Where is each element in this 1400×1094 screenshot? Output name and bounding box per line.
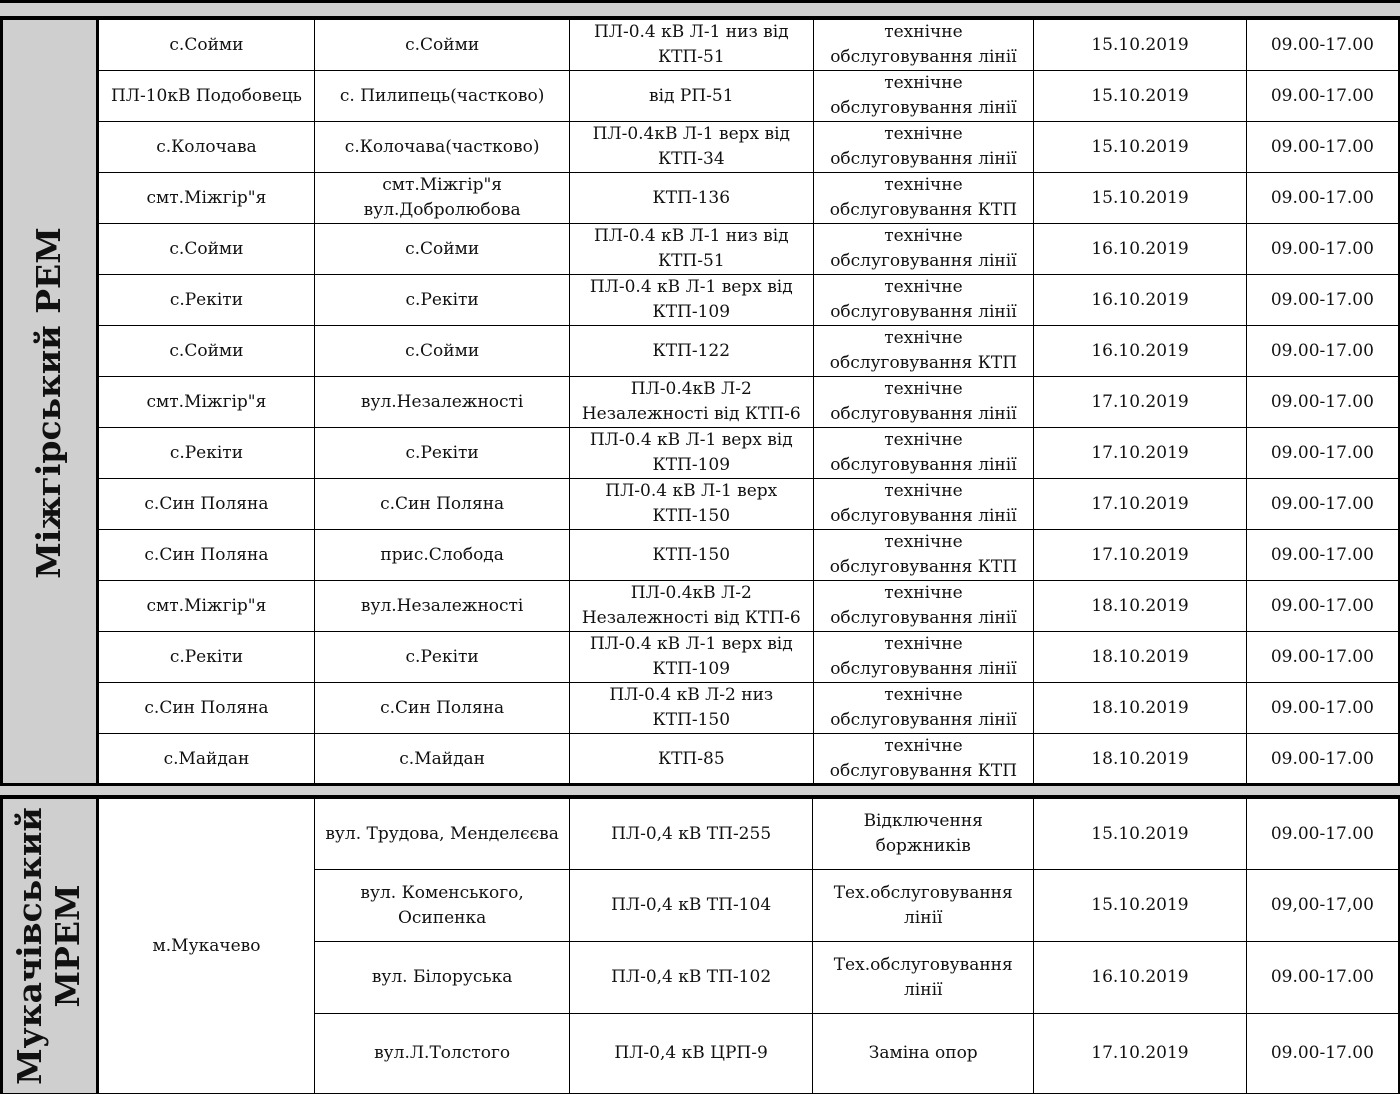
- street-cell: с.Син Поляна: [315, 479, 570, 530]
- date-cell: 16.10.2019: [1034, 275, 1247, 326]
- table-row: [2, 224, 1400, 275]
- date-cell: 18.10.2019: [1034, 632, 1247, 683]
- time-cell: 09.00-17.00: [1246, 71, 1399, 122]
- settlement-cell: смт.Міжгір"я: [97, 377, 315, 428]
- work-type-cell: Заміна опор: [813, 1014, 1034, 1094]
- power-line-cell: КТП-150: [570, 530, 814, 581]
- street-cell: с.Колочава(частково): [315, 122, 570, 173]
- power-line-cell: КТП-136: [570, 173, 814, 224]
- street-cell: вул. Білоруська: [315, 942, 570, 1014]
- table-row: [2, 479, 1400, 530]
- street-cell: с.Майдан: [315, 734, 570, 786]
- power-line-cell: від РП-51: [570, 71, 814, 122]
- settlement-cell: с.Сойми: [97, 20, 315, 71]
- date-cell: 17.10.2019: [1034, 479, 1247, 530]
- time-cell: 09.00-17.00: [1246, 173, 1399, 224]
- power-line-cell: ПЛ-0.4 кВ Л-2 низ КТП-150: [570, 683, 814, 734]
- power-line-cell: ПЛ-0,4 кВ ТП-104: [569, 870, 812, 942]
- work-type-cell: технічне обслуговування лінії: [813, 428, 1034, 479]
- power-line-cell: ПЛ-0.4 кВ Л-1 верх від КТП-109: [570, 632, 814, 683]
- work-type-cell: технічне обслуговування КТП: [813, 173, 1034, 224]
- settlement-cell: смт.Міжгір"я: [97, 173, 315, 224]
- region-cell: [2, 20, 98, 786]
- time-cell: 09,00-17,00: [1246, 870, 1399, 942]
- settlement-cell: м.Мукачево: [97, 799, 315, 1094]
- power-line-cell: ПЛ-0.4 кВ Л-1 верх КТП-150: [570, 479, 814, 530]
- time-cell: 09.00-17.00: [1246, 942, 1399, 1014]
- section-separator: [0, 783, 1400, 798]
- date-cell: 16.10.2019: [1034, 224, 1247, 275]
- date-cell: 18.10.2019: [1034, 683, 1247, 734]
- street-cell: с.Рекіти: [315, 428, 570, 479]
- work-type-cell: технічне обслуговування КТП: [813, 326, 1034, 377]
- power-line-cell: ПЛ-0,4 кВ ТП-102: [569, 942, 812, 1014]
- time-cell: 09.00-17.00: [1246, 275, 1399, 326]
- power-line-cell: ПЛ-0.4кВ Л-2 Незалежності від КТП-6: [570, 377, 814, 428]
- work-type-cell: технічне обслуговування КТП: [813, 734, 1034, 786]
- power-line-cell: ПЛ-0.4 кВ Л-1 низ від КТП-51: [570, 224, 814, 275]
- table-row: [2, 632, 1400, 683]
- table-row: [2, 20, 1400, 71]
- settlement-cell: с.Син Поляна: [97, 683, 315, 734]
- time-cell: 09.00-17.00: [1246, 683, 1399, 734]
- settlement-cell: с.Сойми: [97, 326, 315, 377]
- street-cell: вул. Трудова, Менделєєва: [315, 799, 570, 870]
- time-cell: 09.00-17.00: [1246, 799, 1399, 870]
- settlement-cell: с.Майдан: [97, 734, 315, 786]
- table-row: [2, 377, 1400, 428]
- time-cell: 09.00-17.00: [1246, 20, 1399, 71]
- header-band: [0, 0, 1400, 19]
- table-row: [2, 530, 1400, 581]
- street-cell: с.Сойми: [315, 20, 570, 71]
- work-type-cell: технічне обслуговування КТП: [813, 530, 1034, 581]
- work-type-cell: технічне обслуговування лінії: [813, 632, 1034, 683]
- schedule-table-mukachivskyi: [0, 798, 1400, 1094]
- work-type-cell: технічне обслуговування лінії: [813, 377, 1034, 428]
- street-cell: с. Пилипець(частково): [315, 71, 570, 122]
- region-label: Міжгірський РЕМ: [29, 226, 69, 579]
- date-cell: 16.10.2019: [1034, 326, 1247, 377]
- date-cell: 17.10.2019: [1034, 1014, 1247, 1094]
- street-cell: вул.Незалежності: [315, 377, 570, 428]
- power-line-cell: ПЛ-0.4 кВ Л-1 низ від КТП-51: [570, 20, 814, 71]
- date-cell: 17.10.2019: [1034, 377, 1247, 428]
- settlement-cell: с.Син Поляна: [97, 479, 315, 530]
- table-row: [2, 683, 1400, 734]
- work-type-cell: технічне обслуговування лінії: [813, 20, 1034, 71]
- time-cell: 09.00-17.00: [1246, 122, 1399, 173]
- table-row: [2, 71, 1400, 122]
- settlement-cell: с.Рекіти: [97, 632, 315, 683]
- date-cell: 16.10.2019: [1034, 942, 1247, 1014]
- street-cell: с.Рекіти: [315, 275, 570, 326]
- date-cell: 18.10.2019: [1034, 734, 1247, 786]
- table-row: [2, 799, 1400, 870]
- street-cell: с.Сойми: [315, 224, 570, 275]
- street-cell: с.Сойми: [315, 326, 570, 377]
- time-cell: 09.00-17.00: [1246, 377, 1399, 428]
- time-cell: 09.00-17.00: [1246, 326, 1399, 377]
- time-cell: 09.00-17.00: [1246, 581, 1399, 632]
- date-cell: 17.10.2019: [1034, 428, 1247, 479]
- time-cell: 09.00-17.00: [1246, 632, 1399, 683]
- power-line-cell: ПЛ-0,4 кВ ТП-255: [569, 799, 812, 870]
- date-cell: 15.10.2019: [1034, 122, 1247, 173]
- time-cell: 09.00-17.00: [1246, 530, 1399, 581]
- schedule-table-mizhhirskyi: [0, 19, 1400, 787]
- street-cell: с.Син Поляна: [315, 683, 570, 734]
- power-line-cell: ПЛ-0,4 кВ ЦРП-9: [569, 1014, 812, 1094]
- work-type-cell: технічне обслуговування лінії: [813, 581, 1034, 632]
- power-line-cell: ПЛ-0.4 кВ Л-1 верх від КТП-109: [570, 275, 814, 326]
- power-line-cell: ПЛ-0.4кВ Л-1 верх від КТП-34: [570, 122, 814, 173]
- settlement-cell: с.Син Поляна: [97, 530, 315, 581]
- table-row: [2, 581, 1400, 632]
- table-row: [2, 326, 1400, 377]
- street-cell: вул.Л.Толстого: [315, 1014, 570, 1094]
- date-cell: 18.10.2019: [1034, 581, 1247, 632]
- table-row: [2, 734, 1400, 786]
- power-line-cell: КТП-85: [570, 734, 814, 786]
- time-cell: 09.00-17.00: [1246, 734, 1399, 786]
- table-row: [2, 173, 1400, 224]
- date-cell: 15.10.2019: [1034, 799, 1247, 870]
- time-cell: 09.00-17.00: [1246, 224, 1399, 275]
- power-line-cell: КТП-122: [570, 326, 814, 377]
- work-type-cell: технічне обслуговування лінії: [813, 224, 1034, 275]
- date-cell: 15.10.2019: [1034, 71, 1247, 122]
- power-line-cell: ПЛ-0.4кВ Л-2 Незалежності від КТП-6: [570, 581, 814, 632]
- work-type-cell: технічне обслуговування лінії: [813, 479, 1034, 530]
- work-type-cell: Відключення боржників: [813, 799, 1034, 870]
- date-cell: 15.10.2019: [1034, 173, 1247, 224]
- street-cell: смт.Міжгір"я вул.Добролюбова: [315, 173, 570, 224]
- region-label: Мукачівський МРЕМ: [10, 807, 88, 1085]
- work-type-cell: технічне обслуговування лінії: [813, 122, 1034, 173]
- street-cell: вул.Незалежності: [315, 581, 570, 632]
- time-cell: 09.00-17.00: [1246, 428, 1399, 479]
- settlement-cell: с.Сойми: [97, 224, 315, 275]
- street-cell: прис.Слобода: [315, 530, 570, 581]
- table-row: [2, 275, 1400, 326]
- table-row: [2, 122, 1400, 173]
- work-type-cell: технічне обслуговування лінії: [813, 71, 1034, 122]
- street-cell: вул. Коменського, Осипенка: [315, 870, 570, 942]
- region-cell: [2, 799, 98, 1094]
- date-cell: 15.10.2019: [1034, 20, 1247, 71]
- work-type-cell: Тех.обслуговування лінії: [813, 870, 1034, 942]
- settlement-cell: с.Рекіти: [97, 275, 315, 326]
- work-type-cell: технічне обслуговування лінії: [813, 275, 1034, 326]
- settlement-cell: с.Колочава: [97, 122, 315, 173]
- time-cell: 09.00-17.00: [1246, 1014, 1399, 1094]
- table-row: [2, 428, 1400, 479]
- street-cell: с.Рекіти: [315, 632, 570, 683]
- settlement-cell: ПЛ-10кВ Подобовець: [97, 71, 315, 122]
- power-line-cell: ПЛ-0.4 кВ Л-1 верх від КТП-109: [570, 428, 814, 479]
- work-type-cell: технічне обслуговування лінії: [813, 683, 1034, 734]
- work-type-cell: Тех.обслуговування лінії: [813, 942, 1034, 1014]
- time-cell: 09.00-17.00: [1246, 479, 1399, 530]
- settlement-cell: смт.Міжгір"я: [97, 581, 315, 632]
- date-cell: 17.10.2019: [1034, 530, 1247, 581]
- settlement-cell: с.Рекіти: [97, 428, 315, 479]
- date-cell: 15.10.2019: [1034, 870, 1247, 942]
